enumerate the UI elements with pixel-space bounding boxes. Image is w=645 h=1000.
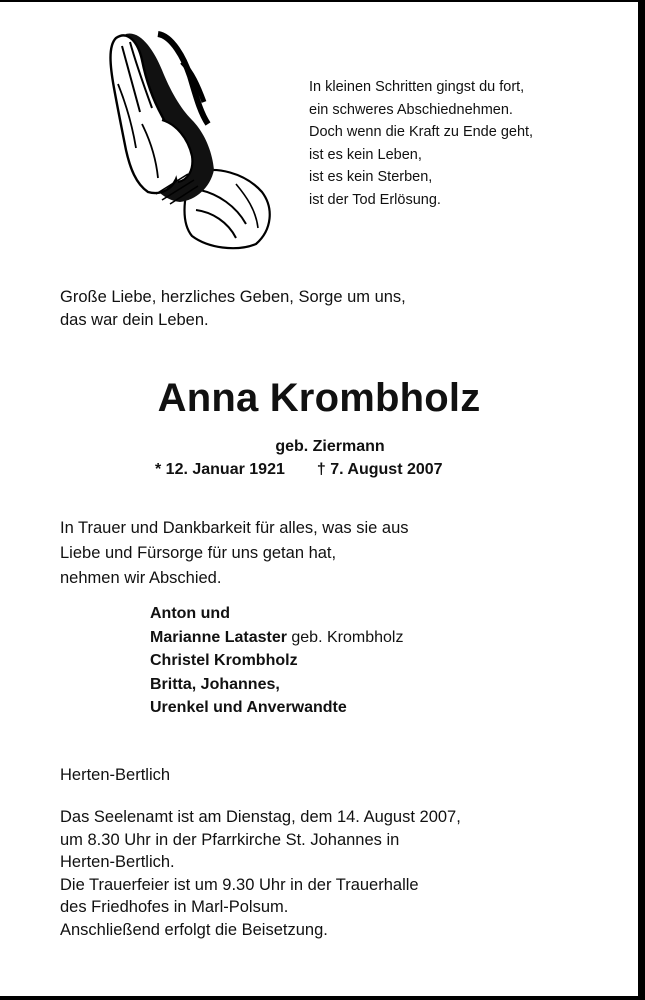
mourner-line: Britta, Johannes, <box>150 675 280 693</box>
poem-line: In kleinen Schritten gingst du fort, <box>309 79 525 95</box>
poem-line: ist es kein Leben, <box>309 146 422 163</box>
poem-line: ist der Tod Erlösung. <box>309 191 441 208</box>
service-details <box>60 806 461 941</box>
praying-hands-icon <box>96 24 276 250</box>
death-date: † 7. August 2007 <box>316 461 443 478</box>
service-line: Die Trauerfeier ist um 9.30 Uhr in der Trauerhalle <box>60 875 419 894</box>
farewell-line: nehmen wir Abschied. <box>60 569 222 587</box>
birth-date: * 12. Januar 1921 <box>155 461 285 478</box>
motto-line: Große Liebe, herzliches Geben, Sorge um uns, <box>60 288 406 306</box>
mourner-line: Urenkel und Anverwandte <box>150 699 347 716</box>
mourner-line: Anton und <box>150 605 230 622</box>
farewell-line: Liebe und Fürsorge für uns getan hat, <box>60 544 337 562</box>
farewell-line: In Trauer und Dankbarkeit für alles, was sie aus <box>60 519 409 537</box>
poem-line: ist es kein Sterben, <box>309 169 433 185</box>
motto-line: das war dein Leben. <box>60 311 209 329</box>
service-line: um 8.30 Uhr in der Pfarrkirche St. Johannes in <box>60 830 400 849</box>
mourner-maiden-name: geb. Krombholz <box>286 628 404 646</box>
mourner-line <box>150 626 403 650</box>
mourners-list <box>150 602 403 720</box>
motto <box>60 286 406 332</box>
service-line: Herten-Bertlich. <box>60 853 175 871</box>
service-line: Das Seelenamt ist am Dienstag, dem 14. August 2007, <box>60 808 461 826</box>
farewell-text <box>60 516 409 591</box>
poem-line: Doch wenn die Kraft zu Ende geht, <box>309 124 534 140</box>
life-dates <box>155 459 443 481</box>
poem-line: ein schweres Abschiednehmen. <box>309 101 513 118</box>
deceased-name: Anna Krombholz <box>157 376 481 420</box>
birth-name: geb. Ziermann <box>275 438 385 455</box>
service-line: Anschließend erfolgt die Beisetzung. <box>60 920 328 939</box>
place: Herten-Bertlich <box>60 766 171 784</box>
service-line: des Friedhofes in Marl-Polsum. <box>60 898 289 916</box>
poem <box>309 76 533 211</box>
mourner-line: Christel Krombholz <box>150 652 298 669</box>
mourner-name: Marianne Lataster <box>150 628 287 646</box>
